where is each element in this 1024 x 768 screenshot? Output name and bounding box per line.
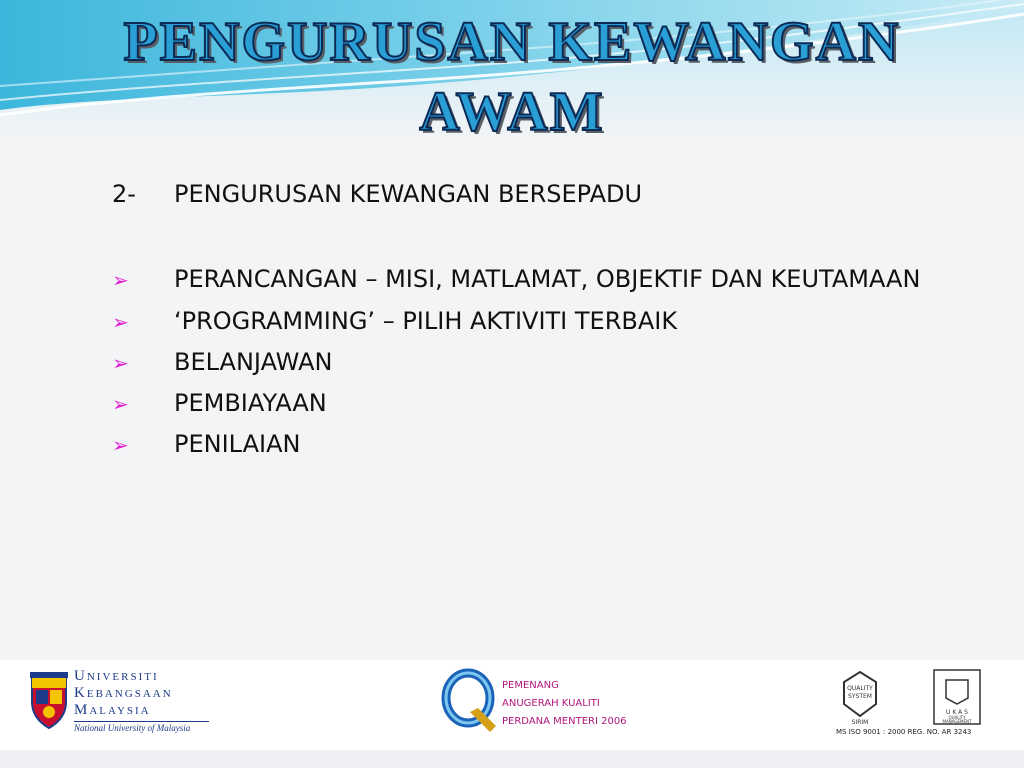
- quality-award-q-logo: [440, 668, 500, 736]
- svg-text:SYSTEM: SYSTEM: [848, 693, 872, 700]
- bullet-text: PERANCANGAN – MISI, MATLAMAT, OBJEKTIF DAN KEUTAMAAN: [174, 265, 921, 294]
- section-heading: [112, 180, 932, 209]
- right-arrow-outline-icon: ➢: [112, 309, 129, 334]
- slide-title-line-1: PENGURUSAN KEWANGAN: [123, 11, 901, 73]
- bullet-text: ‘PROGRAMMING’ – PILIH AKTIVITI TERBAIK: [174, 306, 678, 335]
- bullet-text: PEMBIAYAAN: [174, 389, 327, 418]
- bullet-list: [112, 265, 932, 459]
- slide-title-line-2: AWAM: [419, 81, 605, 143]
- ukas-logo: [934, 670, 980, 724]
- svg-text:MANAGEMENT: MANAGEMENT: [942, 719, 972, 724]
- bullet-text: PENILAIAN: [174, 430, 301, 459]
- right-arrow-outline-icon: ➢: [112, 350, 129, 375]
- svg-text:QUALITY: QUALITY: [847, 685, 873, 692]
- certification-logos: [836, 668, 1006, 732]
- list-item: [112, 265, 932, 294]
- bullet-text: BELANJAWAN: [174, 347, 333, 376]
- list-item: [112, 430, 932, 459]
- list-item: [112, 389, 932, 418]
- svg-text:SIRIM: SIRIM: [851, 719, 869, 726]
- ukm-subtitle: National University of Malaysia: [74, 721, 209, 733]
- iso-certification-text: MS ISO 9001 : 2000 REG. NO. AR 3243: [836, 728, 972, 736]
- right-arrow-outline-icon: ➢: [112, 268, 129, 293]
- right-arrow-outline-icon: ➢: [112, 392, 129, 417]
- sirim-ukas-logos: [836, 668, 1006, 728]
- sirim-quality-badge: [844, 672, 876, 726]
- award-text: PEMENANG ANUGERAH KUALITI PERDANA MENTERI 2006: [502, 680, 627, 727]
- section-number: 2-: [112, 180, 136, 208]
- ukm-crest-logo: [26, 668, 72, 732]
- ukm-wordmark: UNIVERSITI KEBANGSAAN MALAYSIA National University of Malaysia: [74, 668, 209, 733]
- svg-text:QUALITY: QUALITY: [948, 715, 966, 720]
- section-heading-text: PENGURUSAN KEWANGAN BERSEPADU: [174, 180, 643, 208]
- slide-content: [112, 180, 932, 472]
- svg-text:U K A S: U K A S: [946, 709, 968, 716]
- list-item: [112, 348, 932, 377]
- list-item: [112, 307, 932, 336]
- right-arrow-outline-icon: ➢: [112, 433, 129, 458]
- footer-band: [0, 750, 1024, 768]
